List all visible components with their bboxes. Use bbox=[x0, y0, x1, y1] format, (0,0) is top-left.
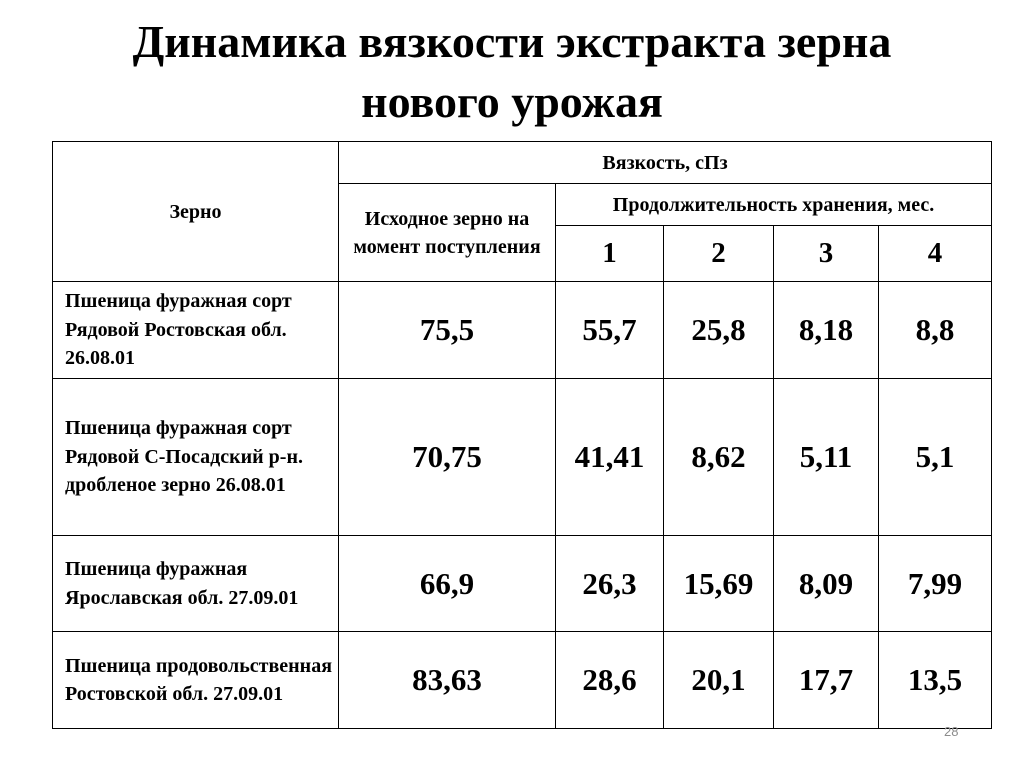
header-viscosity: Вязкость, сПз bbox=[339, 142, 992, 184]
month-4-value-cell: 7,99 bbox=[879, 536, 992, 632]
header-storage-duration: Продолжительность хранения, мес. bbox=[556, 184, 992, 226]
month-1-value-cell: 55,7 bbox=[556, 282, 664, 379]
month-3-value-cell: 8,18 bbox=[774, 282, 879, 379]
month-2-value-cell: 25,8 bbox=[664, 282, 774, 379]
month-1-value-cell: 41,41 bbox=[556, 379, 664, 536]
header-month-4: 4 bbox=[879, 226, 992, 282]
month-4-value-cell: 8,8 bbox=[879, 282, 992, 379]
table-row bbox=[53, 536, 992, 632]
table-row bbox=[53, 379, 992, 536]
slide-title bbox=[0, 12, 1024, 132]
initial-value-cell: 66,9 bbox=[339, 536, 556, 632]
month-3-value-cell: 8,09 bbox=[774, 536, 879, 632]
title-line-2: нового урожая bbox=[361, 76, 663, 127]
month-1-value-cell: 26,3 bbox=[556, 536, 664, 632]
month-3-value-cell: 5,11 bbox=[774, 379, 879, 536]
month-1-value-cell: 28,6 bbox=[556, 632, 664, 729]
table-row bbox=[53, 282, 992, 379]
month-2-value-cell: 20,1 bbox=[664, 632, 774, 729]
title-line-1: Динамика вязкости экстракта зерна bbox=[132, 16, 892, 67]
month-2-value-cell: 15,69 bbox=[664, 536, 774, 632]
grain-cell: Пшеница фуражная сорт Рядовой С-Посадский р-н. дробленое зерно 26.08.01 bbox=[53, 379, 339, 536]
grain-cell: Пшеница фуражная сорт Рядовой Ростовская обл. 26.08.01 bbox=[53, 282, 339, 379]
header-grain: Зерно bbox=[53, 142, 339, 282]
grain-cell: Пшеница фуражная Ярославская обл. 27.09.01 bbox=[53, 536, 339, 632]
table-row bbox=[53, 632, 992, 729]
grain-cell: Пшеница продовольственная Ростовской обл. 27.09.01 bbox=[53, 632, 339, 729]
month-2-value-cell: 8,62 bbox=[664, 379, 774, 536]
month-4-value-cell: 13,5 bbox=[879, 632, 992, 729]
header-month-1: 1 bbox=[556, 226, 664, 282]
viscosity-table bbox=[52, 141, 992, 729]
initial-value-cell: 83,63 bbox=[339, 632, 556, 729]
month-4-value-cell: 5,1 bbox=[879, 379, 992, 536]
initial-value-cell: 75,5 bbox=[339, 282, 556, 379]
header-initial-grain: Исходное зерно на момент поступления bbox=[339, 184, 556, 282]
header-month-3: 3 bbox=[774, 226, 879, 282]
month-3-value-cell: 17,7 bbox=[774, 632, 879, 729]
initial-value-cell: 70,75 bbox=[339, 379, 556, 536]
page-number: 28 bbox=[944, 724, 959, 739]
header-month-2: 2 bbox=[664, 226, 774, 282]
